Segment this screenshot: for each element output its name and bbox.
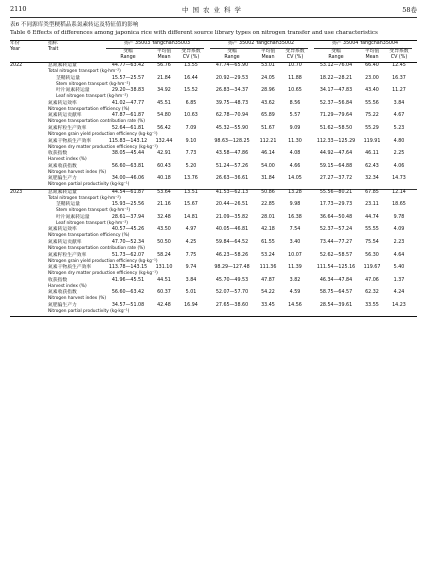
- table-cell-value: 27.27—37.72: [319, 176, 353, 182]
- table-cell-value: 131.10: [155, 265, 173, 271]
- table-cell-value: 53.01: [261, 63, 275, 68]
- table-cell-value: 59.15—64.88: [319, 163, 353, 169]
- table-cell-value: 98.29—127.48: [214, 265, 250, 271]
- table-rule: [10, 316, 417, 317]
- table-cell-value: 21.16: [157, 202, 171, 208]
- table-cell-value: 73.44—77.27: [319, 239, 353, 245]
- table-cell-value: 20.92—29.53: [215, 75, 249, 81]
- trait-label-cn: 氮肥偏生产力: [48, 302, 77, 308]
- header-rule: [10, 17, 417, 18]
- table-cell-value: 28.96: [261, 88, 275, 94]
- trait-label-cn: 氮素籽粒生产效率: [48, 126, 87, 131]
- table-cell-value: 43.58—47.86: [215, 151, 249, 157]
- table-cell-value: 45.51: [157, 100, 171, 106]
- trait-label-cn: 总氮素转运量: [48, 63, 77, 68]
- table-cell-value: 28.61—37.94: [111, 214, 145, 220]
- trait-label-en: Leaf nitrogen transport (kg·hm⁻²): [56, 94, 128, 100]
- table-cell-value: 17.73—29.73: [319, 202, 353, 208]
- table-cell-value: 111.54—125.16: [316, 265, 356, 271]
- trait-label-en: Total nitrogen transport (kg·hm⁻²): [48, 69, 121, 74]
- table-cell-value: 18.22—28.21: [319, 75, 353, 81]
- table-cell-value: 43.62: [261, 100, 275, 106]
- table-cell-value: 2.23: [393, 239, 405, 245]
- table-cell-value: 56.60—63.42: [111, 290, 145, 296]
- table-cell-value: 4.09: [393, 227, 405, 233]
- subheader-cn: 变幅: [331, 49, 341, 54]
- table-cell-value: 8.56: [289, 100, 301, 106]
- table-cell-value: 14.56: [288, 302, 302, 308]
- table-cell-value: 65.89: [261, 113, 275, 119]
- table-cell-value: 26.83—34.37: [215, 88, 249, 94]
- table-cell-value: 111.36: [259, 265, 277, 271]
- table-cell-value: 5.20: [185, 163, 197, 169]
- table-cell-value: 15.67: [184, 202, 198, 208]
- table-cell-value: 119.67: [363, 265, 381, 271]
- trait-header-en: Trait: [48, 47, 59, 52]
- table-cell-value: 29.20—38.83: [111, 88, 145, 94]
- page-number: 2110: [10, 5, 27, 13]
- table-cell-value: 3.84: [185, 277, 197, 283]
- table-cell-value: 9.78: [393, 214, 405, 220]
- table-cell-value: 39.75—48.73: [215, 100, 249, 106]
- table-cell-value: 16.37: [392, 75, 406, 81]
- table-cell-value: 11.27: [392, 88, 406, 94]
- table-cell-value: 45.70—49.53: [215, 277, 249, 283]
- table-cell-value: 55.29: [365, 126, 379, 131]
- trait-label-en: Harvest index (%): [48, 157, 87, 163]
- table-cell-value: 23.11: [365, 202, 379, 208]
- trait-label-en: Nitrogen transportation contribution rate (%): [48, 119, 145, 125]
- table-cell-value: 51.24—57.26: [215, 163, 249, 169]
- table-cell-value: 10.70: [288, 63, 302, 68]
- table-cell-value: 10.07: [288, 252, 302, 258]
- trait-label-en: Total nitrogen transport (kg·hm⁻²): [48, 195, 121, 201]
- trait-label-en: Nitrogen harvest index (%): [48, 169, 107, 175]
- trait-label-en: Nitrogen partial productivity (kg·kg⁻¹): [48, 308, 130, 314]
- trait-label-cn: 氮素籽粒生产效率: [48, 252, 87, 258]
- table-cell-value: 54.00: [261, 163, 275, 169]
- table-cell-value: 47.70—52.34: [111, 239, 145, 245]
- subheader-en: CV (%): [182, 55, 200, 60]
- table-cell-value: 53.12—76.04: [319, 63, 353, 68]
- trait-label-cn: 氮素转运效率: [48, 227, 77, 233]
- journal-name: 中国农业科学: [182, 6, 245, 14]
- table-cell-value: 115.83—143.12: [108, 138, 148, 144]
- table-cell-value: 34.92: [157, 88, 171, 94]
- table-cell-value: 14.81: [184, 214, 198, 220]
- table-cell-value: 4.08: [289, 151, 301, 157]
- table-cell-value: 75.54: [365, 239, 379, 245]
- table-cell-value: 14.73: [392, 176, 406, 182]
- table-cell-value: 56.30: [365, 252, 379, 258]
- variety-group-header: 扬产 35002 Yangchan35002: [227, 41, 295, 46]
- trait-label-cn: 氮素干物质生产效率: [48, 138, 92, 144]
- trait-label-en: Nitrogen grain yield production efficiency (kg·kg⁻¹): [48, 258, 158, 264]
- trait-label-cn: 氮素转运贡献率: [48, 239, 82, 245]
- table-cell-value: 12.14: [392, 189, 406, 195]
- trait-label-cn: 收获指数: [48, 277, 68, 283]
- subheader-cn: 变异系数: [285, 49, 305, 54]
- trait-label-cn: 氮素干物质生产效率: [48, 265, 92, 271]
- table-cell-value: 10.63: [184, 113, 198, 119]
- table-cell-value: 46.11: [365, 151, 379, 157]
- table-cell-value: 4.67: [393, 113, 405, 119]
- table-cell-value: 42.18: [261, 227, 275, 233]
- trait-label-cn: 氮素收获指数: [48, 163, 77, 169]
- table-cell-value: 5.40: [393, 265, 405, 271]
- table-cell-value: 14.23: [392, 302, 406, 308]
- trait-label-en: Stem nitrogen transport (kg·hm⁻²): [56, 208, 131, 214]
- table-cell-value: 4.64: [393, 252, 405, 258]
- table-cell-value: 7.73: [185, 151, 197, 157]
- subheader-cn: 变异系数: [181, 49, 201, 54]
- table-cell-value: 38.05—45.44: [111, 151, 145, 157]
- trait-label-en: Nitrogen transportation efficiency (%): [48, 233, 130, 239]
- table-cell-value: 42.48: [157, 302, 171, 308]
- table-cell-value: 44.54—61.87: [111, 189, 145, 195]
- table-cell-value: 47.87—61.87: [111, 113, 145, 119]
- table-cell-value: 24.05: [261, 75, 275, 81]
- table-cell-value: 36.64—50.48: [319, 214, 353, 220]
- table-cell-value: 43.50: [157, 227, 171, 233]
- table-cell-value: 15.57—25.57: [111, 75, 145, 81]
- table-cell-value: 44.74: [365, 214, 379, 220]
- table-cell-value: 13.51: [184, 189, 198, 195]
- year-header-cn: 年份: [10, 41, 20, 46]
- subheader-en: Mean: [261, 55, 275, 60]
- table-cell-value: 4.80: [393, 138, 405, 144]
- table-cell-value: 51.62—58.50: [319, 126, 353, 131]
- table-cell-value: 4.59: [289, 290, 301, 296]
- table-cell-value: 13.28: [288, 189, 302, 195]
- table-cell-value: 5.01: [185, 290, 197, 296]
- table-cell-value: 10.65: [288, 88, 302, 94]
- variety-group-header: 扬产 35003 Yangchan35003: [123, 41, 191, 46]
- table-cell-value: 32.48: [157, 214, 171, 220]
- table-cell-value: 53.24: [261, 252, 275, 258]
- table-cell-value: 4.06: [393, 163, 405, 169]
- table-cell-value: 112.33—125.29: [316, 138, 356, 144]
- table-cell-value: 15.52: [184, 88, 198, 94]
- table-cell-value: 119.91: [363, 138, 381, 144]
- table-cell-value: 61.55: [261, 239, 275, 245]
- trait-label-cn: 总氮素转运量: [48, 189, 77, 195]
- table-cell-value: 62.43: [365, 163, 379, 169]
- table-cell-value: 53.64: [157, 189, 171, 195]
- table-cell-value: 56.76: [157, 63, 171, 68]
- table-cell-value: 58.24: [157, 252, 171, 258]
- trait-label-en: Nitrogen transportation efficiency (%): [48, 106, 130, 112]
- trait-label-en: Leaf nitrogen transport (kg·hm⁻²): [56, 220, 128, 226]
- table-cell-value: 11.88: [288, 75, 302, 81]
- table-cell-value: 52.62—58.57: [319, 252, 353, 258]
- table-cell-value: 14.05: [288, 176, 302, 182]
- table-cell-value: 50.50: [157, 239, 171, 245]
- subheader-cn: 平均值: [260, 49, 276, 54]
- table-cell-value: 62.32: [365, 290, 379, 296]
- trait-label-cn: 茎鞘转运量: [56, 202, 80, 208]
- table-cell-value: 46.23—58.26: [215, 252, 249, 258]
- trait-label-cn: 氮素转运贡献率: [48, 113, 82, 119]
- trait-label-cn: 氮肥偏生产力: [48, 176, 77, 182]
- table-cell-value: 55.56: [365, 100, 379, 106]
- trait-label-en: Nitrogen grain yield production efficiency (kg·kg⁻¹): [48, 132, 158, 137]
- year-label: 2022: [10, 63, 23, 68]
- trait-label-en: Nitrogen partial productivity (kg·kg⁻¹): [48, 182, 130, 188]
- volume-label: 58卷: [402, 6, 417, 14]
- table-cell-value: 2.25: [393, 151, 405, 157]
- table-cell-value: 47.74—65.90: [215, 63, 249, 68]
- table-cell-value: 23.00: [365, 75, 379, 81]
- table-cell-value: 16.44: [184, 75, 198, 81]
- table-caption-en: Table 6 Effects of differences among japonica rice with different source library types on nitrogen transfer and use characteristics: [10, 30, 378, 36]
- subheader-en: Range: [224, 55, 240, 60]
- table-cell-value: 9.98: [289, 202, 301, 208]
- table-cell-value: 34.00—46.06: [111, 176, 145, 182]
- subheader-en: Mean: [365, 55, 379, 60]
- table-cell-value: 4.24: [393, 290, 405, 296]
- table-cell-value: 42.91: [157, 151, 171, 157]
- subheader-cn: 变幅: [123, 49, 133, 54]
- trait-label-en: Nitrogen dry matter production efficiency (kg·kg⁻¹): [48, 271, 158, 277]
- subheader-cn: 平均值: [156, 49, 172, 54]
- table-cell-value: 112.21: [259, 138, 277, 144]
- table-cell-value: 56.42: [157, 126, 171, 131]
- table-cell-value: 59.84—64.52: [215, 239, 249, 245]
- table-cell-value: 132.44: [155, 138, 173, 144]
- table-cell-value: 1.37: [393, 277, 405, 283]
- table-cell-value: 60.37: [157, 290, 171, 296]
- table-cell-value: 12.45: [392, 63, 406, 68]
- trait-header-cn: 指标: [48, 41, 58, 46]
- table-cell-value: 7.09: [185, 126, 197, 131]
- subheader-en: CV (%): [286, 55, 304, 60]
- table-cell-value: 3.84: [393, 100, 405, 106]
- year-header-en: Year: [10, 47, 21, 52]
- table-cell-value: 46.34—47.84: [319, 277, 353, 283]
- table-cell-value: 45.32—55.90: [215, 126, 249, 131]
- table-cell-value: 52.64—61.81: [111, 126, 145, 131]
- table-cell-value: 62.78—70.94: [215, 113, 249, 119]
- table-cell-value: 98.63—128.25: [214, 138, 250, 144]
- subheader-en: CV (%): [390, 55, 408, 60]
- table-cell-value: 58.75—64.57: [319, 290, 353, 296]
- table-cell-value: 44.92—47.64: [319, 151, 353, 157]
- table-cell-value: 52.37—57.24: [319, 227, 353, 233]
- table-cell-value: 44.51: [157, 277, 171, 283]
- table-cell-value: 3.82: [289, 277, 301, 283]
- table-cell-value: 26.63—36.61: [215, 176, 249, 182]
- table-cell-value: 5.57: [289, 113, 301, 119]
- subheader-en: Range: [328, 55, 344, 60]
- table-cell-value: 27.65—38.60: [215, 302, 249, 308]
- table-cell-value: 28.54—39.61: [319, 302, 353, 308]
- trait-label-cn: 氮素转运效率: [48, 100, 77, 106]
- table-cell-value: 44.77—63.42: [111, 63, 145, 68]
- table-cell-value: 41.02—47.77: [111, 100, 145, 106]
- table-cell-value: 20.44—26.51: [215, 202, 249, 208]
- table-cell-value: 41.53—62.13: [215, 189, 249, 195]
- trait-label-cn: 叶片氮素转运量: [56, 88, 90, 94]
- trait-label-en: Harvest index (%): [48, 283, 87, 289]
- table-cell-value: 54.22: [261, 290, 275, 296]
- trait-label-cn: 茎鞘转运量: [56, 75, 80, 81]
- table-cell-value: 50.86: [261, 189, 275, 195]
- table-cell-value: 52.07—57.70: [215, 290, 249, 296]
- trait-label-en: Nitrogen harvest index (%): [48, 296, 107, 302]
- table-cell-value: 47.06: [365, 277, 379, 283]
- table-cell-value: 5.23: [393, 126, 405, 131]
- table-cell-value: 71.29—79.64: [319, 113, 353, 119]
- table-cell-value: 55.56—80.21: [319, 189, 353, 195]
- page-header: [10, 5, 417, 17]
- table-cell-value: 51.73—62.07: [111, 252, 145, 258]
- table-cell-value: 18.65: [392, 202, 406, 208]
- table-cell-value: 3.40: [289, 239, 301, 245]
- table-cell-value: 52.37—56.84: [319, 100, 353, 106]
- subheader-en: Range: [120, 55, 136, 60]
- table-cell-value: 21.09—35.82: [215, 214, 249, 220]
- table-cell-value: 13.76: [184, 176, 198, 182]
- table-cell-value: 33.45: [261, 302, 275, 308]
- table-cell-value: 66.40: [365, 63, 379, 68]
- table-cell-value: 13.55: [184, 63, 198, 68]
- table-cell-value: 6.85: [185, 100, 197, 106]
- table-cell-value: 22.85: [261, 202, 275, 208]
- table-cell-value: 34.57—51.08: [111, 302, 145, 308]
- table-cell-value: 9.10: [185, 138, 197, 144]
- table-cell-value: 32.34: [365, 176, 379, 182]
- table-cell-value: 9.74: [185, 265, 197, 271]
- table-cell-value: 31.84: [261, 176, 275, 182]
- subheader-cn: 变异系数: [389, 49, 409, 54]
- table-cell-value: 43.40: [365, 88, 379, 94]
- trait-label-en: Nitrogen transportation contribution rate (%): [48, 245, 145, 251]
- trait-label-en: Stem nitrogen transport (kg·hm⁻²): [56, 81, 131, 87]
- table-cell-value: 11.39: [288, 265, 302, 271]
- table-cell-value: 40.05—46.81: [215, 227, 249, 233]
- table-cell-value: 67.85: [365, 189, 379, 195]
- table-cell-value: 16.38: [288, 214, 302, 220]
- trait-label-cn: 叶片氮素转运量: [56, 214, 90, 220]
- table-cell-value: 40.57—45.26: [111, 227, 145, 233]
- table-cell-value: 9.09: [289, 126, 301, 131]
- table-cell-value: 41.96—45.51: [111, 277, 145, 283]
- subheader-cn: 变幅: [227, 49, 237, 54]
- table-cell-value: 33.55: [365, 302, 379, 308]
- table-cell-value: 15.93—25.56: [111, 202, 145, 208]
- table-cell-value: 47.87: [261, 277, 275, 283]
- table-cell-value: 46.14: [261, 151, 275, 157]
- subheader-en: Mean: [157, 55, 171, 60]
- year-label: 2023: [10, 189, 23, 195]
- table-cell-value: 51.67: [261, 126, 275, 131]
- table-cell-value: 113.78—143.15: [108, 265, 148, 271]
- table-cell-value: 4.97: [185, 227, 197, 233]
- table-cell-value: 4.25: [185, 239, 197, 245]
- table-cell-value: 16.94: [184, 302, 198, 308]
- table-cell-value: 75.22: [365, 113, 379, 119]
- table-cell-value: 28.01: [261, 214, 275, 220]
- table-caption-cn: 表6 不同源库类型粳稻品系氮素转运及特征值的影响: [10, 22, 139, 28]
- table-cell-value: 4.66: [289, 163, 301, 169]
- table-cell-value: 34.17—47.83: [319, 88, 353, 94]
- table-cell-value: 21.84: [157, 75, 171, 81]
- table-cell-value: 55.55: [365, 227, 379, 233]
- table-cell-value: 56.60—63.81: [111, 163, 145, 169]
- subheader-cn: 平均值: [364, 49, 380, 54]
- table-cell-value: 7.75: [185, 252, 197, 258]
- table-cell-value: 60.43: [157, 163, 171, 169]
- table-cell-value: 54.80: [157, 113, 171, 119]
- trait-label-en: Nitrogen dry matter production efficiency (kg·kg⁻¹): [48, 144, 158, 150]
- table-cell-value: 7.54: [289, 227, 301, 233]
- variety-group-header: 扬产 35004 Yangchan35004: [331, 41, 399, 46]
- table-cell-value: 11.30: [288, 138, 302, 144]
- trait-label-cn: 氮素收获指数: [48, 290, 77, 296]
- table-cell-value: 40.18: [157, 176, 171, 182]
- trait-label-cn: 收获指数: [48, 151, 68, 157]
